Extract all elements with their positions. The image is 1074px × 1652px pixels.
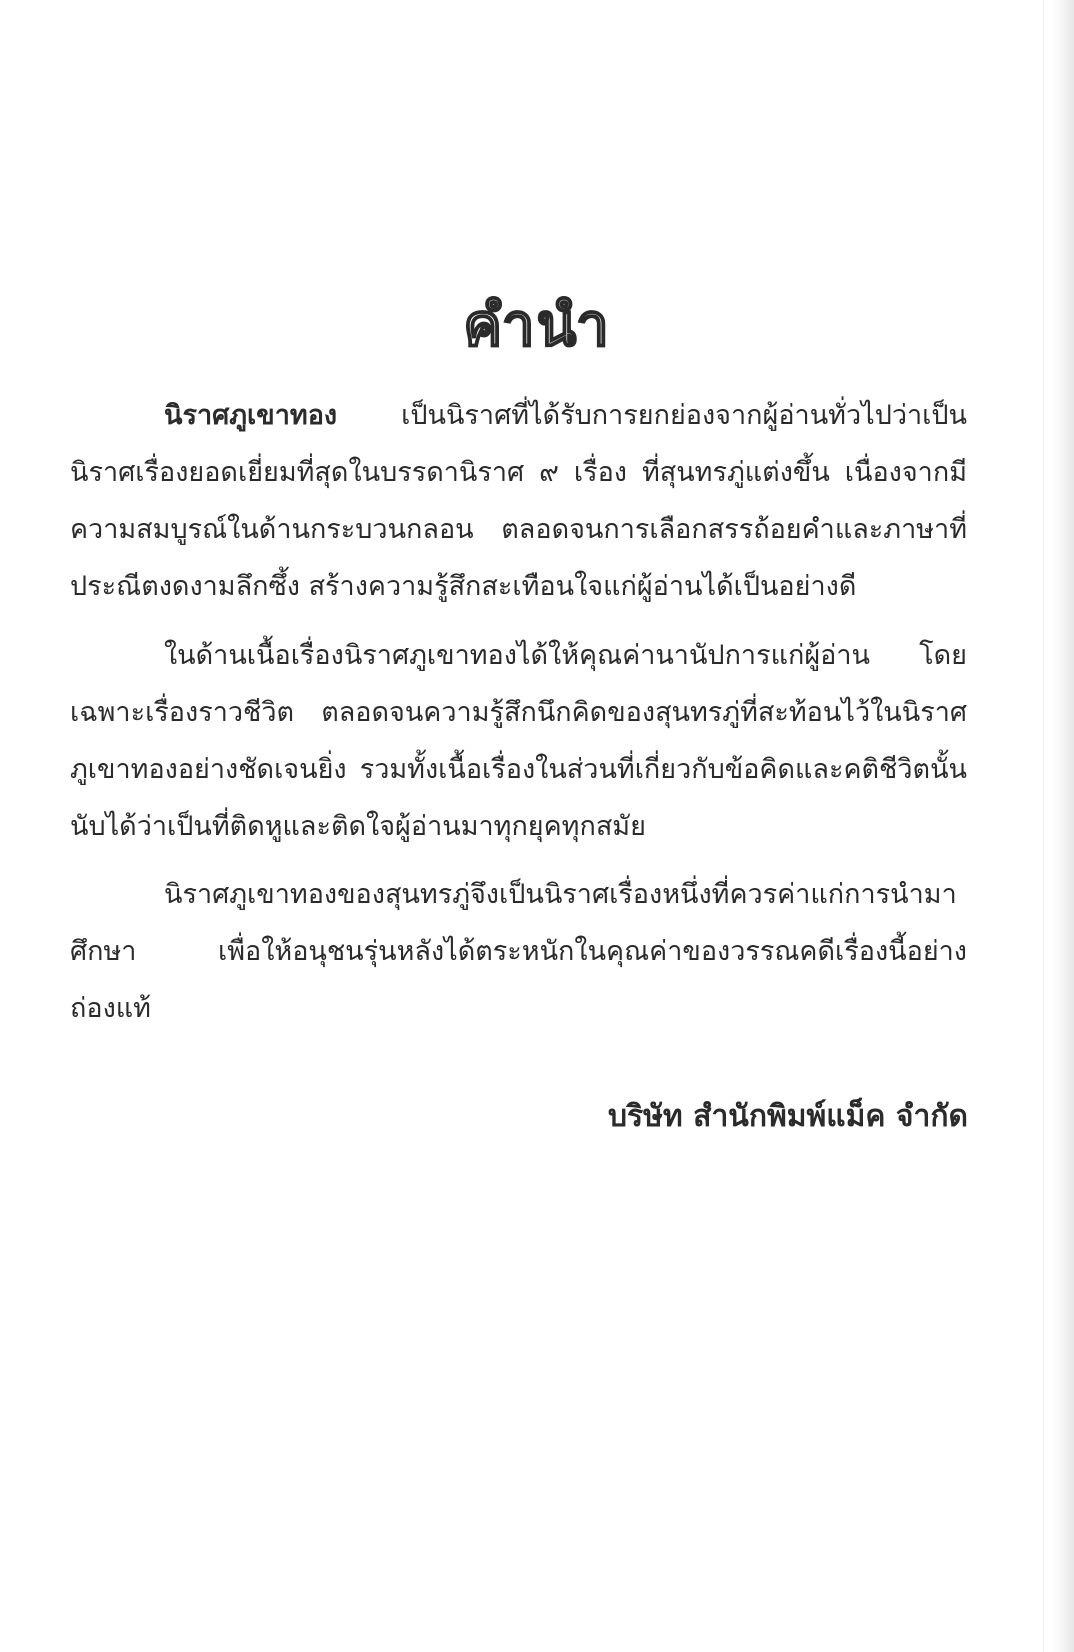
paragraph-1-lead: นิราศภูเขาทอง bbox=[164, 400, 338, 431]
paragraph-2 bbox=[70, 627, 967, 855]
paragraph-3-text: นิราศภูเขาทองของสุนทรภู่จึงเป็นนิราศเรื่องหนึ่งที่ควรค่าแก่การนำมาศึกษา เพื่อให้อนุชนรุ่นหลังได้ตระหนักในคุณค่าของวรรณคดีเรื่องนี้อย่างถ่องแท้ bbox=[70, 879, 967, 1024]
paragraph-1-text bbox=[70, 387, 967, 615]
paragraph-1 bbox=[70, 387, 967, 615]
page-title: คำนำ bbox=[463, 291, 611, 359]
paragraph-1-body: เป็นนิราศที่ได้รับการยกย่องจากผู้อ่านทั่วไปว่าเป็นนิราศเรื่องยอดเยี่ยมที่สุดในบรรดานิราศ ๙ เรื่อง ที่สุนทรภู่แต่งขึ้น เนื่องจากมีความสมบูรณ์ในด้านกระบวนกลอน ตลอดจนการเลือกสรรถ้อยคำและภาษาที่ประณีตงดงามลึกซึ้ง สร้างความรู้สึกสะเทือนใจแก่ผู้อ่านได้เป็นอย่างดี bbox=[70, 400, 967, 602]
paragraph-3 bbox=[70, 866, 967, 1037]
paragraph-2-text: ในด้านเนื้อเรื่องนิราศภูเขาทองได้ให้คุณค่านานัปการแก่ผู้อ่าน โดยเฉพาะเรื่องราวชีวิต ตลอดจนความรู้สึกนึกคิดของสุนทรภู่ที่สะท้อนไว้ในนิราศภูเขาทองอย่างชัดเจนยิ่ง รวมทั้งเนื้อเรื่องในส่วนที่เกี่ยวกับข้อคิดและคติชีวิตนั้นนับได้ว่าเป็นที่ติดหูและติดใจผู้อ่านมาทุกยุคทุกสมัย bbox=[70, 640, 967, 842]
page-edge-shadow bbox=[1052, 0, 1074, 1652]
page-edge-line bbox=[1043, 0, 1044, 1652]
publisher-signature: บริษัท สำนักพิมพ์แม็ค จำกัด bbox=[608, 1099, 968, 1134]
